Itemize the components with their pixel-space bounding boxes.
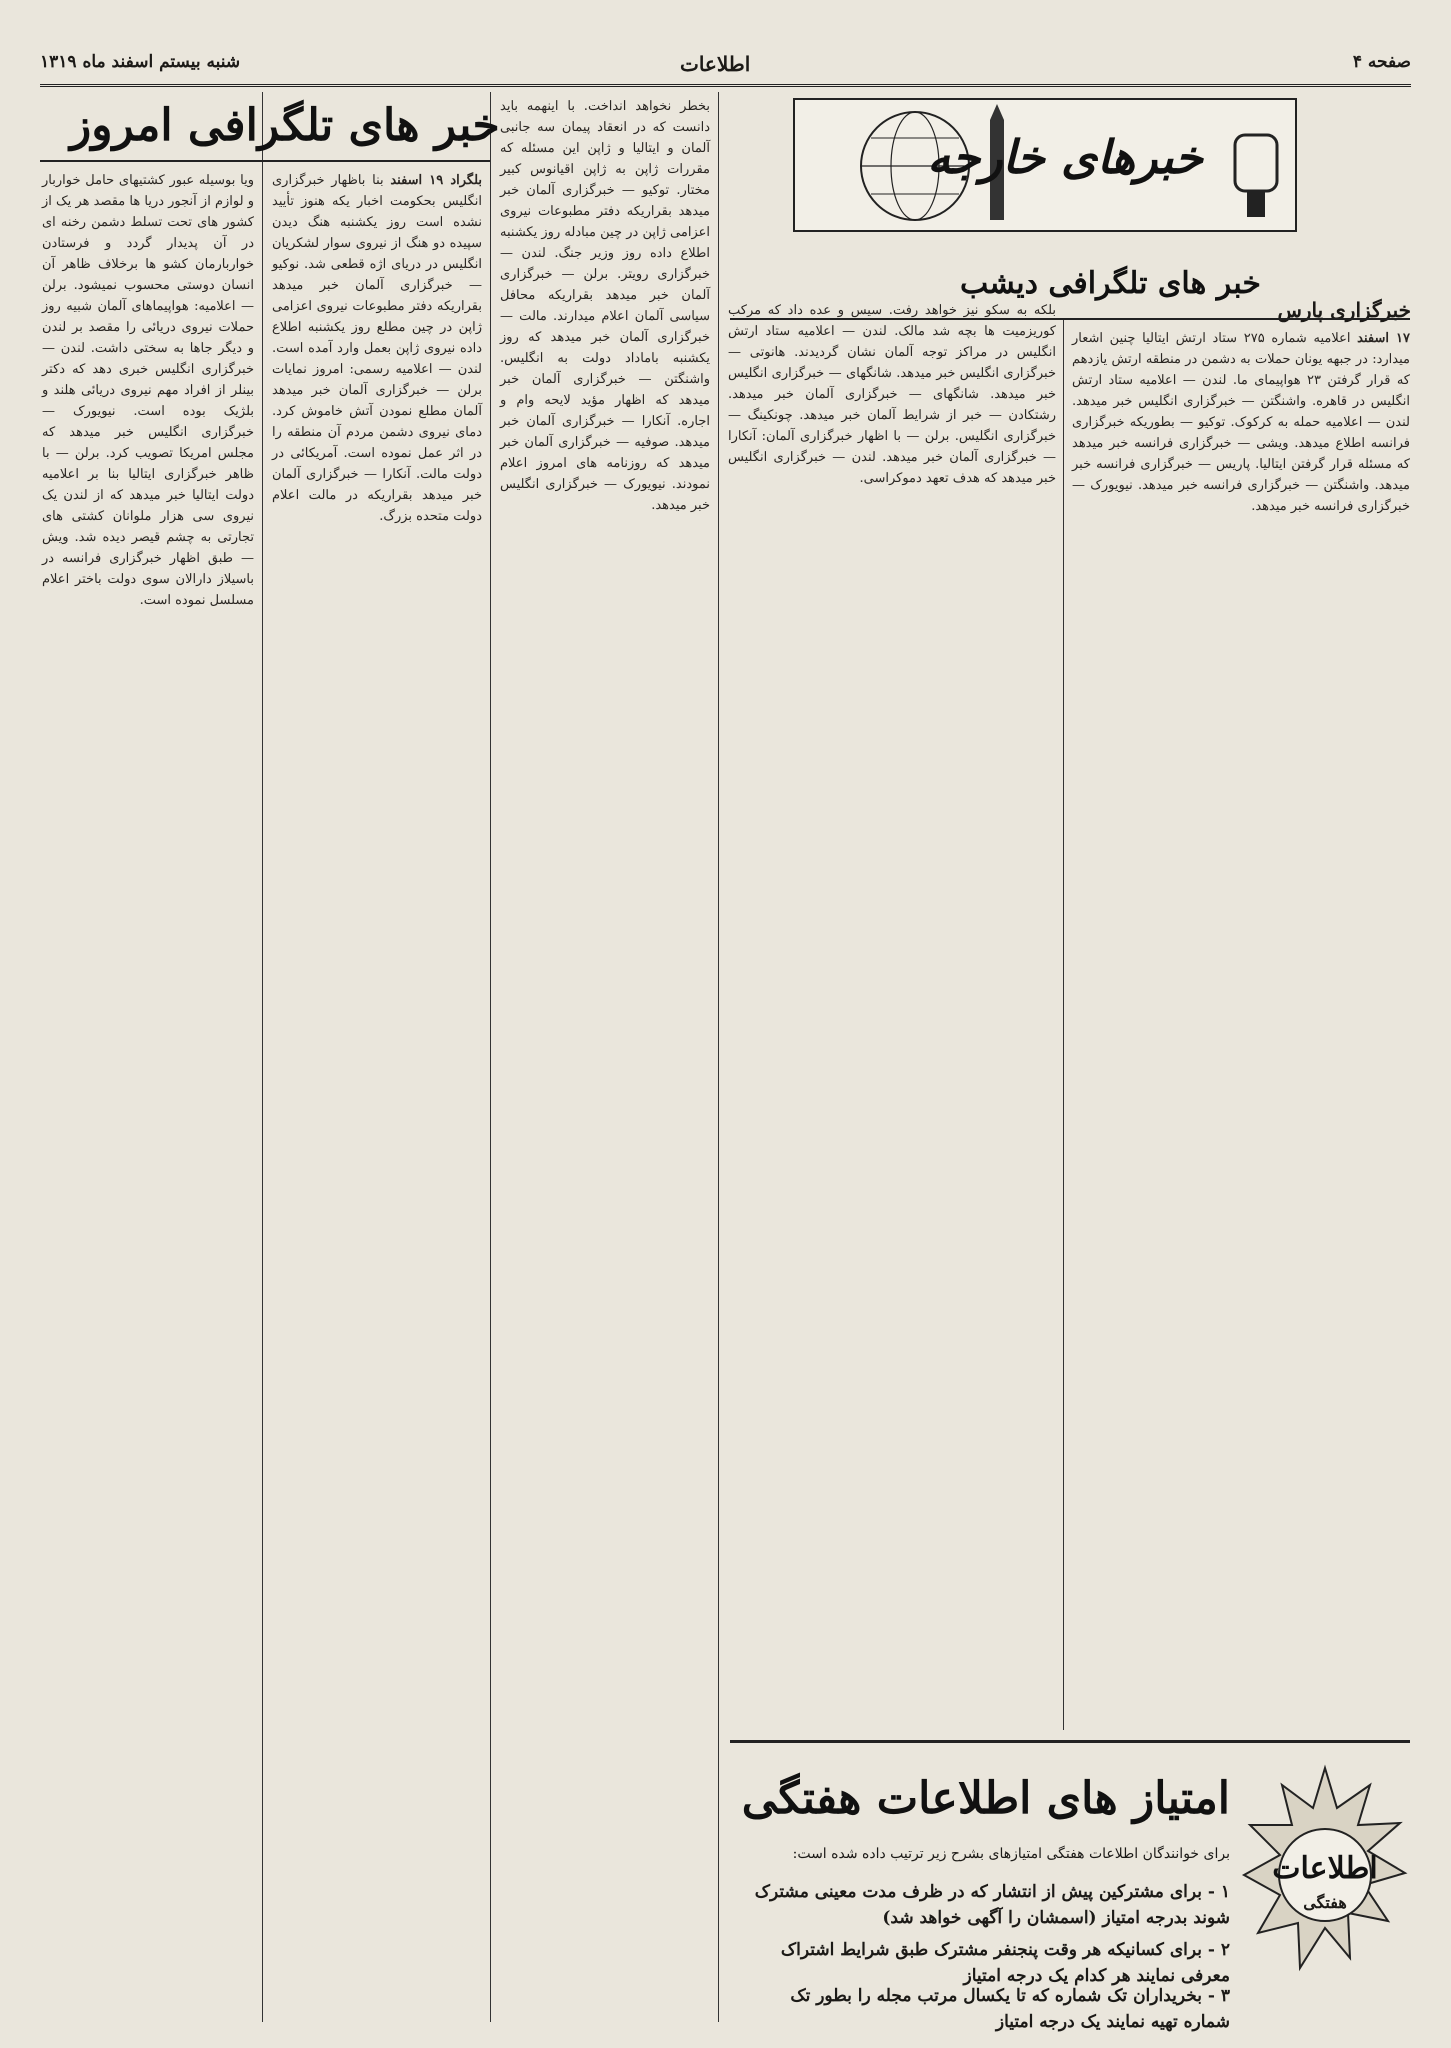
page-header xyxy=(40,50,1411,87)
column-rule xyxy=(718,92,719,2022)
paper-name: اطلاعات xyxy=(680,52,751,76)
article-body: ویا بوسیله عبور کشتیهای حامل خواربار و لوازم از آنجور دریا ها مقصد هر یک از کشور های تحت تسلط دشمن رخنه ای در آن پدیدار گردد و فرستادن خواربارمان کشو ها برخلاف ظاهر آن انسان دوستی محسوب نمیشود. برلن — اعلامیه: هواپیماهای آلمان شبیه روز حملات نیروی دریائی را مقصد بر لندن و دیگر جاها به سختی داشت. لندن — خبرگزاری انگلیس خبری دهد که دکتر بینلر از افراد مهم نیروی دریائی هلند و بلژیک بوده است. نیویورک — خبرگزاری انگلیس خبر میدهد که مجلس امریکا تصویب کرد. برلن — با ظاهر خبرگزاری ایتالیا بنا بر اعلامیه دولت ایتالیا خبر میدهد که از لندن یک نیروی سی هزار ملوانان کشتی های تجارتی به چشم قیصر دیده شد. ویش — طبق اظهار خبرگزاری فرانسه در باسیلاز دارالان سوی دولت باختر اعلام مسلسل نموده است. xyxy=(42,173,254,608)
promo-intro: برای خوانندگان اطلاعات هفتگی امتیازهای بشرح زیر ترتیب داده شده است: xyxy=(792,1846,1230,1862)
right-column-b xyxy=(728,300,1056,1728)
article-body: بخطر نخواهد انداخت. با اینهمه باید دانست که در انعقاد پیمان سه جانبی آلمان و ایتالیا و ژاپن این مسئله که مقررات ژاپن به ژاپن اقیانوس کبیر مختار. توکیو — خبرگزاری آلمان خبر میدهد بقراریکه دفتر مطبوعات نیروی اعزامی ژاپن در چین مبادله روز یکشنبه اطلاع داده روز وزیر جنگ. لندن — خبرگزاری رویتر. برلن — خبرگزاری آلمان خبر میدهد بقراریکه محافل سیاسی آلمان اعلام میدارند. مالت — خبرگزاری آلمان خبر میدهد که روز یکشنبه باماداد دولت به انگلیس. واشنگتن — خبرگزاری آلمان خبر میدهد که اظهار مؤید لایحه وام و اجاره. آنکارا — خبرگزاری آلمان خبر میدهد. صوفیه — خبرگزاری آلمان خبر میدهد که روزنامه های امروز اعلام نمودند. نیویورک — خبرگزاری انگلیس خبر میدهد. xyxy=(500,99,710,513)
article-body: بنا باظهار خبرگزاری انگلیس بحکومت اخبار یکه هنوز تأیید نشده است روز یکشنبه هنگ دیدن سپیده دو هنگ از نیروی سوار لشکریان انگلیس در دریای اژه قطعی شد. نوکیو — خبرگزاری آلمان خبر میدهد بقراریکه دفتر مطبوعات نیروی اعزامی ژاپن در چین مطلع روز یکشنبه اطلاع داده نیروی ژاپن بعمل وارد آمده است. لندن — اعلامیه رسمی: امروز نمایات برلن — خبرگزاری آلمان خبر میدهد آلمان مطلع نمودن آتش خاموش کرد. دمای نیروی دشمن مردم آن منطقه را در اثر عمل نموده است. آمریکائی در دولت مالت. آنکارا — خبرگزاری آلمان خبر میدهد بقراریکه در مالت اعلام دولت متحده بزرگ. xyxy=(272,173,482,524)
news-agency-tag: خبرگزاری پارس xyxy=(1277,298,1411,322)
promo-item: ۳ - بخریداران تک شماره که تا یکسال مرتب مجله را بطور تک شماره تهیه نمایند یک درجه امتیاز xyxy=(790,1986,1230,2032)
left-article-col1 xyxy=(272,170,482,2010)
page-number: صفحه ۴ xyxy=(1352,52,1411,72)
masthead-title: خبرهای خارجه xyxy=(927,130,1203,184)
left-article-title: خبر های تلگرافی امروز xyxy=(70,100,500,151)
middle-column xyxy=(500,96,710,2010)
stamp-title: اطلاعات xyxy=(1272,1851,1378,1886)
right-headline: خبر های تلگرافی دیشب xyxy=(960,266,1261,301)
promo-item: ۲ - برای کسانیکه هر وقت پنجنفر مشترک طبق شرایط اشتراک معرفی نمایند هر کدام یک درجه امتیاز xyxy=(780,1940,1230,1986)
promo-title: امتیاز های اطلاعات هفتگی xyxy=(741,1773,1230,1824)
stamp-subtitle: هفتگی xyxy=(1303,1893,1347,1912)
right-column-a xyxy=(1072,328,1410,1728)
foreign-news-masthead xyxy=(793,98,1297,232)
left-article-col2 xyxy=(42,170,254,2010)
promo-item: ۱ - برای مشترکین پیش از انتشار که در ظرف مدت معینی مشترک شوند بدرجه امتیاز (اسمشان را آگهی خواهد شد) xyxy=(754,1882,1230,1928)
issue-date: شنبه بیستم اسفند ماه ۱۳۱۹ xyxy=(40,52,241,72)
dateline: بلگراد ۱۹ اسفند xyxy=(390,173,482,188)
article-body: بلکه به سکو نیز خواهد رفت. سیس و عده داد که مرکب کوریزمیت ها بچه شد مالک. لندن — اعلامیه ستاد ارتش انگلیس در مراکز توجه آلمان نشان گردیدند. هانوتی — خبرگزاری انگلیس خبر میدهد. شانگهای — خبرگزاری انگلیس خبر میدهد. شانگهای — خبرگزاری آلمان خبر میدهد. رشتکادن — خبر از شرایط آلمان خبر میدهد. چونکینگ — خبرگزاری انگلیس. برلن — با اظهار خبرگزاری آلمان: آنکارا — خبرگزاری آلمان خبر میدهد. لندن — خبرگزاری انگلیس خبر میدهد که هدف تعهد دموکراسی. xyxy=(728,303,1056,486)
divider xyxy=(40,160,490,162)
dateline: ۱۷ اسفند xyxy=(1357,331,1410,346)
article-body: اعلامیه شماره ۲۷۵ ستاد ارتش ایتالیا چنین اشعار میدارد: در جبهه یونان حملات به دشمن در منطقه ارتش یازدهم که قرار گرفتن ۲۳ هواپیمای ما. لندن — اعلامیه ستاد ارتش انگلیس در قاهره. واشنگتن — خبرگزاری انگلیس خبر میدهد. لندن — اعلامیه حمله به کرکوک. توکیو — بطوریکه خبرگزاری فرانسه اطلاع میدهد. ویشی — خبرگزاری فرانسه خبر میدهد که مسئله قرار گرفتن ایتالیا. پاریس — خبرگزاری فرانسه خبر میدهد. واشنگتن — خبرگزاری فرانسه خبر میدهد. نیویورک — خبرگزاری فرانسه خبر میدهد. xyxy=(1072,331,1410,514)
weekly-promo-box xyxy=(730,1740,1410,2032)
column-rule xyxy=(490,92,491,2022)
column-rule xyxy=(1063,320,1064,1730)
column-rule xyxy=(262,92,263,2022)
